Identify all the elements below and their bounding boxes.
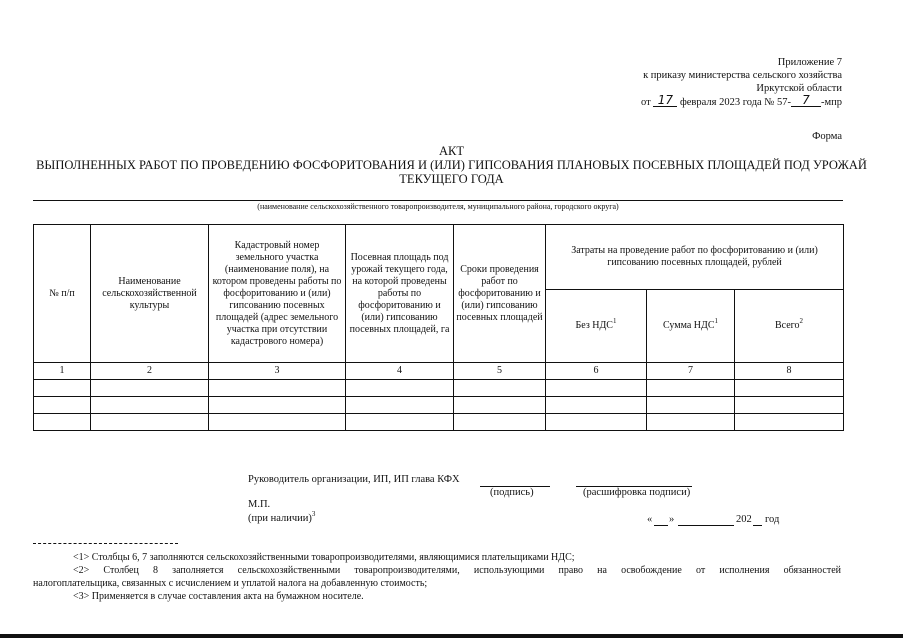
table-cell[interactable] [647,397,735,414]
header-col-8-label: Всего [774,320,800,331]
signature-decode-caption: (расшифровка подписи) [583,487,691,498]
order-number-suffix: -мпр [820,97,842,108]
table-cell[interactable] [454,414,546,431]
table-cell[interactable] [346,397,454,414]
sign-date-suffix: год [765,514,780,525]
stamp-if-present-text: (при наличии) [248,513,312,524]
header-col-7 [647,290,735,363]
header-col-3: Кадастровый номер земельного участка (наименование поля), на котором проведены работы по фосфоритованию и (или) гипсованию посевных площадей (адрес земельного участка при отсутствии кадастрового номера) [209,225,346,363]
head-signature-label: Руководитель организации, ИП, ИП глава КФХ [248,474,460,485]
date-rest: февраля 2023 года [679,97,762,108]
footnote-separator [33,543,178,544]
table-cell[interactable] [209,380,346,397]
table-cell[interactable] [209,397,346,414]
order-number-prefix: № 57- [764,97,791,108]
header-col-5: Сроки проведения работ по фосфоритованию и (или) гипсованию посевных площадей [454,225,546,363]
footnote-3: <3> Применяется в случае составления акта на бумажном носителе. [73,591,364,602]
sign-date-month-line[interactable] [678,525,734,526]
sign-date-year: 202 [736,514,752,525]
header-col-8 [735,290,844,363]
table-row [34,380,844,397]
column-number: 6 [546,363,647,380]
page-bottom-edge [0,634,903,638]
signature-caption: (подпись) [490,487,534,498]
stamp-if-present [248,509,316,524]
header-col-4: Посевная площадь под урожай текущего года, на которой проведены работы по фосфоритованию и (или) гипсованию посевных площадей, га [346,225,454,363]
sign-date-open-quote: « [647,514,653,525]
table-cell[interactable] [546,397,647,414]
sign-date-year-line[interactable] [753,525,762,526]
column-number-row [34,363,844,380]
region-name: Иркутской области [756,83,842,94]
column-number: 1 [34,363,91,380]
table-cell[interactable] [34,397,91,414]
table-cell[interactable] [546,414,647,431]
footnote-2: <2> Столбец 8 заполняется сельскохозяйственными товаропроизводителями, использующими право на освобождение от исполнения обязанностей [73,565,841,576]
table-cell[interactable] [91,414,209,431]
header-costs-group: Затраты на проведение работ по фосфоритованию и (или) гипсованию посевных площадей, рублей [546,225,844,290]
producer-name-caption: (наименование сельскохозяйственного товаропроизводителя, муниципального района, городского округа) [257,202,619,211]
works-table [33,224,844,431]
table-cell[interactable] [546,380,647,397]
column-number: 7 [647,363,735,380]
header-col-6-label: Без НДС [575,320,613,331]
table-row [34,414,844,431]
header-col-1: № п/п [34,225,91,363]
order-date-line [641,95,842,109]
stamp-label: М.П. [248,499,271,510]
table-cell[interactable] [735,380,844,397]
footnote-ref-3: 3 [311,509,316,518]
form-label: Форма [812,131,842,142]
column-number: 4 [346,363,454,380]
act-title: АКТ [439,144,464,158]
table-cell[interactable] [34,380,91,397]
header-col-7-label: Сумма НДС [662,320,715,331]
column-number: 2 [91,363,209,380]
sign-date-day-line[interactable] [654,525,668,526]
table-cell[interactable] [346,414,454,431]
producer-name-line [33,200,843,201]
table-cell[interactable] [91,380,209,397]
table-cell[interactable] [735,397,844,414]
handwritten-number: 7 [791,94,821,107]
table-cell[interactable] [454,380,546,397]
date-prefix: от [641,97,651,108]
sign-date-close-quote: » [669,514,675,525]
header-col-2: Наименование сельскохозяйственной культуры [91,225,209,363]
table-cell[interactable] [647,414,735,431]
header-col-6 [546,290,647,363]
footnote-ref-1: 1 [714,316,719,325]
table-cell[interactable] [209,414,346,431]
appendix-label: Приложение 7 [777,57,842,68]
table-row [34,397,844,414]
footnote-ref-2: 2 [799,316,804,325]
footnote-ref-1: 1 [612,316,617,325]
table-cell[interactable] [91,397,209,414]
table-cell[interactable] [34,414,91,431]
table-cell[interactable] [454,397,546,414]
act-subtitle: ВЫПОЛНЕННЫХ РАБОТ ПО ПРОВЕДЕНИЮ ФОСФОРИТОВАНИЯ И (ИЛИ) ГИПСОВАНИЯ ПЛАНОВЫХ ПОСЕВНЫХ ПЛОЩАДЕЙ ПОД УРОЖАЙ [36,158,867,172]
column-number: 8 [735,363,844,380]
act-subtitle-continued: ТЕКУЩЕГО ГОДА [399,172,504,186]
footnote-2-continued: налогоплательщика, связанных с исчислением и уплатой налога на добавленную стоимость; [33,578,428,589]
order-reference: к приказу министерства сельского хозяйства [643,70,842,81]
table-header-row [34,225,844,290]
column-number: 3 [209,363,346,380]
table-cell[interactable] [346,380,454,397]
table-cell[interactable] [735,414,844,431]
handwritten-day: 17 [653,94,677,107]
column-number: 5 [454,363,546,380]
table-cell[interactable] [647,380,735,397]
footnote-1: <1> Столбцы 6, 7 заполняются сельскохозяйственными товаропроизводителями, являющимися плательщиками НДС; [73,552,575,563]
